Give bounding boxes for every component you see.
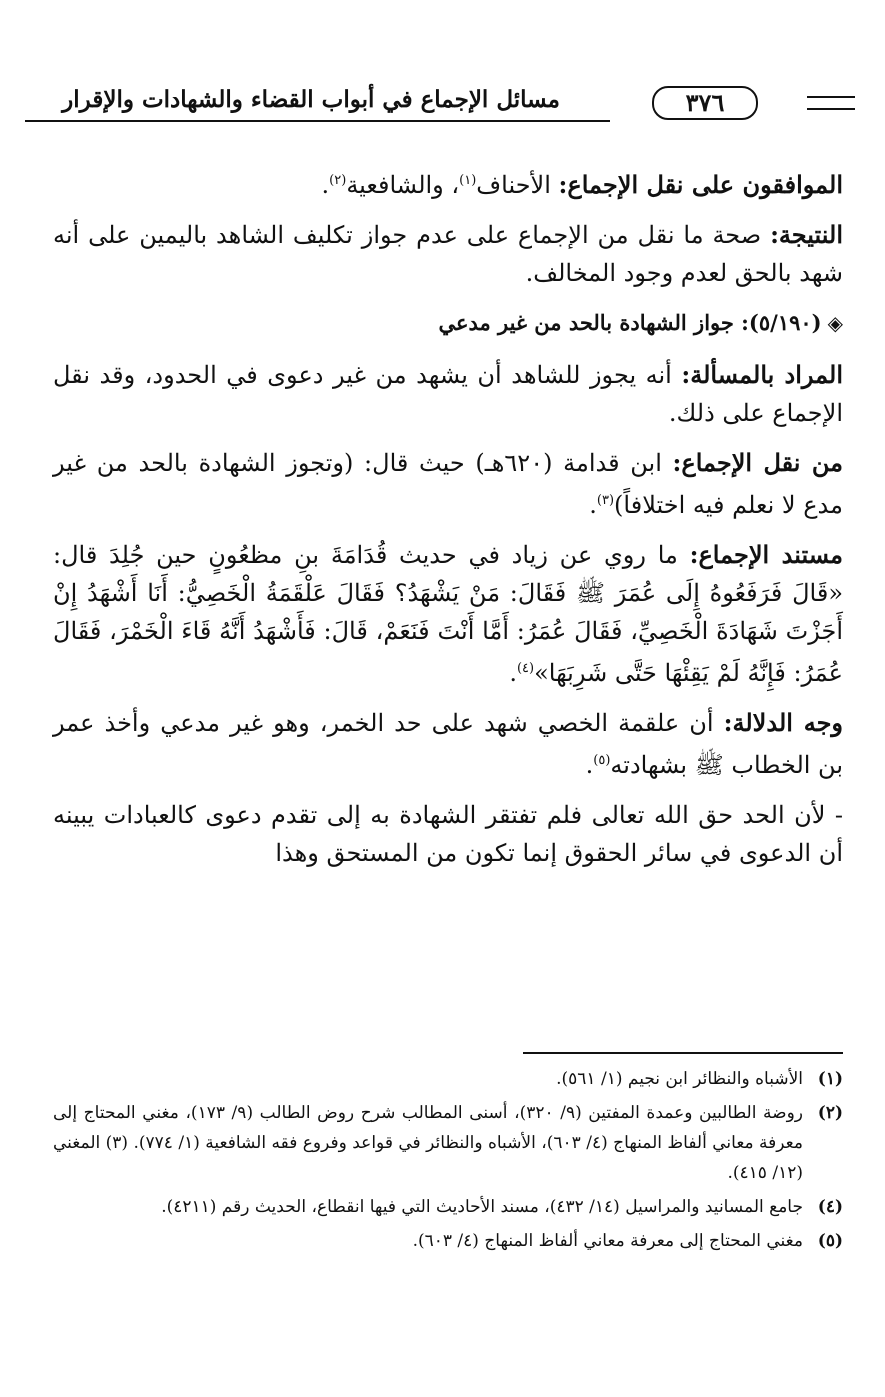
footnote-text: روضة الطالبين وعمدة المفتين (٩/ ٣٢٠)، أسنى المطالب شرح روض الطالب (٩/ ١٧٣)، مغني المحتاج إلى معرفة معاني ألفاظ المنهاج (٤/ ٦٠٣)، الأشباه والنظائر في قواعد وفروع فقه الشافعية (١/ ٧٧٤). (٣) المغني (١٢/ ٤١٥). bbox=[53, 1103, 803, 1183]
footnote bbox=[53, 1098, 843, 1188]
agreeing-text-b: ، والشافعية bbox=[346, 171, 460, 199]
paragraph-reason bbox=[53, 796, 843, 872]
footnote-number: (١) bbox=[817, 1069, 843, 1089]
header-rule bbox=[25, 120, 610, 122]
footnote bbox=[53, 1064, 843, 1094]
reason-text: - لأن الحد حق الله تعالى فلم تفتقر الشهادة به إلى تقدم دعوى كالعبادات يبينه أن الدعوى في سائر الحقوق إنما تكون من المستحق وهذا bbox=[53, 801, 843, 867]
footnote-number: (٢) bbox=[817, 1103, 843, 1123]
agreeing-text-a: الأحناف bbox=[476, 171, 559, 199]
footnote-ref-5: (٥) bbox=[593, 753, 611, 768]
agreeing-end: . bbox=[321, 171, 330, 199]
main-text bbox=[53, 162, 843, 884]
footnote-number: (٤) bbox=[817, 1197, 843, 1217]
footnote-ref-3: (٣) bbox=[596, 493, 615, 508]
transmitter-text: ابن قدامة (٦٢٠هـ) حيث قال: (وتجوز الشهادة بالحد من غير مدع لا نعلم فيه اختلافاً) bbox=[53, 449, 843, 519]
indication-end: . bbox=[585, 751, 594, 779]
footnote-separator bbox=[523, 1052, 843, 1054]
label-transmitter: من نقل الإجماع: bbox=[672, 448, 844, 477]
running-title: مسائل الإجماع في أبواب القضاء والشهادات والإقرار bbox=[62, 86, 560, 113]
footnote bbox=[53, 1192, 843, 1222]
indication-text: أن علقمة الخصي شهد على حد الخمر، وهو غير مدعي وأخذ عمر بن الخطاب ﷺ بشهادته bbox=[53, 709, 843, 779]
page-number-badge bbox=[610, 86, 800, 120]
paragraph-agreeing bbox=[53, 162, 843, 204]
footnote-text: جامع المسانيد والمراسيل (١٤/ ٤٣٢)، مسند الأحاديث التي فيها انقطاع، الحديث رقم (٤٢١١). bbox=[161, 1197, 803, 1217]
evidence-text: ما روي عن زياد في حديث قُدَامَةَ بنِ مظعُونٍ حين جُلِدَ قال: «قَالَ فَرَفَعُوهُ إِلَى عُمَرَ ﷺ فَقَالَ: مَنْ يَشْهَدُ؟ فَقَالَ عَلْقَمَةُ الْخَصِيُّ: أَنَا أَشْهَدُ إِنْ أَجَزْتَ شَهَادَةَ الْخَصِيِّ، فَقَالَ عُمَرُ: أَمَّا أَنْتَ فَنَعَمْ، قَالَ: فَأَشْهَدُ أَنَّهُ قَاءَ الْخَمْرَ، فَقَالَ عُمَرُ: فَإِنَّهُ لَمْ يَقِئْهَا حَتَّى شَرِبَهَا» bbox=[53, 541, 843, 687]
label-agreeing: الموافقون على نقل الإجماع: bbox=[558, 170, 843, 199]
footnote-text: الأشباه والنظائر ابن نجيم (١/ ٥٦١). bbox=[556, 1069, 803, 1089]
section-heading-text: (٥/١٩٠): جواز الشهادة بالحد من غير مدعي bbox=[438, 310, 822, 335]
meaning-text: أنه يجوز للشاهد أن يشهد من غير دعوى في الحدود، وقد نقل الإجماع على ذلك. bbox=[53, 361, 843, 427]
footnote-ref-2: (٢) bbox=[329, 173, 347, 188]
header-ornament bbox=[807, 96, 855, 110]
evidence-end: . bbox=[509, 659, 517, 687]
footnote-ref-4: (٤) bbox=[516, 661, 535, 676]
footnote bbox=[53, 1226, 843, 1256]
paragraph-result bbox=[53, 216, 843, 292]
paragraph-meaning bbox=[53, 356, 843, 432]
footnotes bbox=[53, 1064, 843, 1260]
transmitter-end: . bbox=[589, 491, 597, 519]
page-number: ٣٧٦ bbox=[685, 88, 725, 117]
label-evidence: مستند الإجماع: bbox=[689, 540, 843, 569]
paragraph-transmitter bbox=[53, 444, 843, 524]
page-header bbox=[30, 80, 855, 132]
footnote-text: مغني المحتاج إلى معرفة معاني ألفاظ المنهاج (٤/ ٦٠٣). bbox=[412, 1231, 803, 1251]
label-indication: وجه الدلالة: bbox=[723, 708, 844, 737]
diamond-icon: ◈ bbox=[827, 311, 843, 335]
footnote-number: (٥) bbox=[817, 1231, 843, 1251]
label-meaning: المراد بالمسألة: bbox=[681, 360, 844, 389]
paragraph-indication bbox=[53, 704, 843, 784]
footnote-ref-1: (١) bbox=[459, 173, 477, 188]
result-text: صحة ما نقل من الإجماع على عدم جواز تكليف الشاهد باليمين على أنه شهد بالحق لعدم وجود المخالف. bbox=[53, 221, 843, 287]
paragraph-evidence bbox=[53, 536, 843, 692]
section-heading bbox=[53, 304, 843, 342]
label-result: النتيجة: bbox=[770, 220, 843, 249]
